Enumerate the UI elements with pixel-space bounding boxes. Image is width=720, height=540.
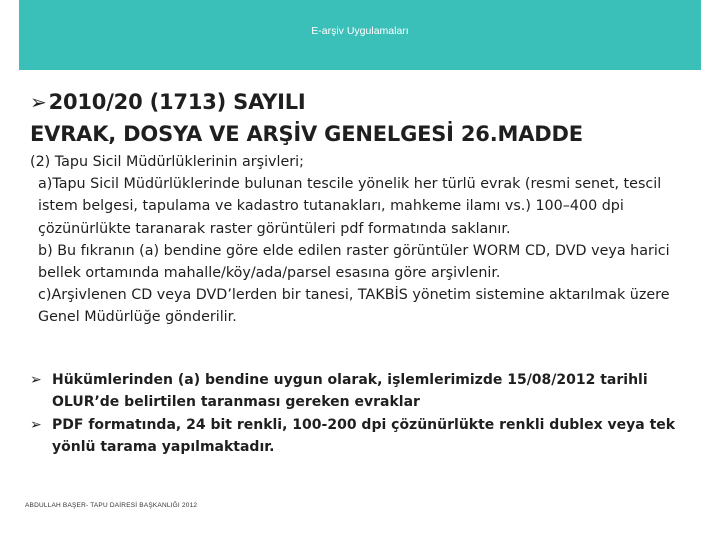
heading-line-1-text: 2010/20 (1713) SAYILI <box>48 90 306 114</box>
slide-heading <box>30 86 690 150</box>
header-title: E-arşiv Uygulamaları <box>311 25 409 37</box>
paragraph-a: a)Tapu Sicil Müdürlüklerinde bulunan tescile yönelik her türlü evrak (resmi senet, tescil istem belgesi, tapulama ve kadastro tutanakları, mahkeme ilamı vs.) 100–400 dpi çözünürlükte taranarak raster görüntüleri pdf formatında saklanır. <box>38 176 662 237</box>
header-banner <box>19 0 701 70</box>
bullet-item <box>30 370 698 413</box>
paragraph-intro: (2) Tapu Sicil Müdürlüklerinin arşivleri; <box>30 154 304 170</box>
arrow-bullet-icon: ➢ <box>30 90 47 114</box>
paragraph-b: b) Bu fıkranın (a) bendine göre elde edilen raster görüntüler WORM CD, DVD veya harici bellek ortamında mahalle/köy/ada/parsel esasına göre arşivlenir. <box>38 242 670 282</box>
article-body <box>30 151 698 329</box>
paragraph-c: c)Arşivlenen CD veya DVD’lerden bir tanesi, TAKBİS yönetim sistemine aktarılmak üzere Genel Müdürlüğe gönderilir. <box>38 287 670 326</box>
heading-line-2: EVRAK, DOSYA VE ARŞİV GENELGESİ 26.MADDE <box>30 122 583 146</box>
bullet-text: Hükümlerinden (a) bendine uygun olarak, işlemlerimizde 15/08/2012 tarihli OLUR’de belirtilen taranması gereken evraklar <box>52 372 648 410</box>
arrow-bullet-icon: ➢ <box>30 372 42 388</box>
footer-credit: ABDULLAH BAŞER- TAPU DAİRESİ BAŞKANLIĞI 2012 <box>25 502 198 509</box>
bullet-item <box>30 415 698 458</box>
arrow-bullet-icon: ➢ <box>30 417 42 433</box>
bullet-text: PDF formatında, 24 bit renkli, 100-200 dpi çözünürlükte renkli dublex veya tek yönlü tarama yapılmaktadır. <box>52 417 676 455</box>
bullet-list <box>30 370 698 460</box>
heading-line-1 <box>30 86 690 118</box>
